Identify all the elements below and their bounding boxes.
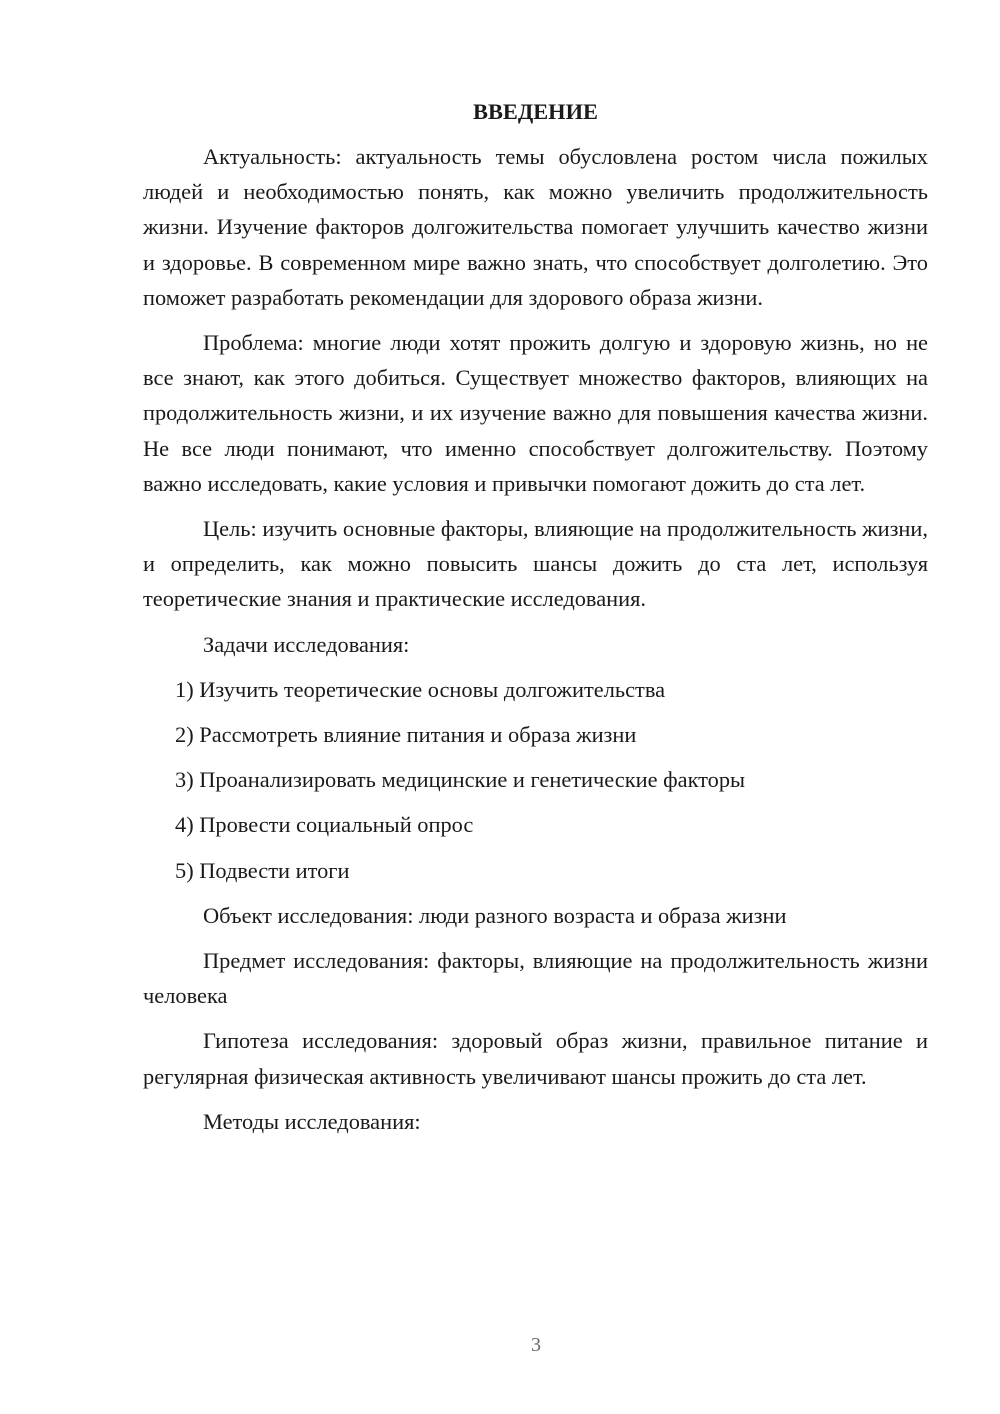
section-title: ВВЕДЕНИЕ: [473, 99, 598, 124]
methods-heading: Методы исследования:: [203, 1108, 421, 1134]
document-page: [143, 96, 928, 1149]
problem-paragraph: Проблема: многие люди хотят прожить долгую и здоровую жизнь, но не все знают, как этого добиться. Существует множество факторов, влияющих на продолжительность жизни, и их изучение важно для повышения качества жизни. Не все люди понимают, что именно способствует долгожительству. Поэтому важно исследовать, какие условия и привычки помогают дожить до ста лет.: [143, 330, 928, 496]
object-paragraph: Объект исследования: люди разного возраста и образа жизни: [203, 902, 787, 928]
list-item: 1) Изучить теоретические основы долгожительства: [175, 676, 666, 702]
list-item: 5) Подвести итоги: [175, 857, 350, 883]
relevance-paragraph: Актуальность: актуальность темы обусловлена ростом числа пожилых людей и необходимостью понять, как можно увеличить продолжительность жизни. Изучение факторов долгожительства помогает улучшить качество жизни и здоровье. В современном мире важно знать, что способствует долголетию. Это поможет разработать рекомендации для здорового образа жизни.: [143, 144, 928, 310]
page-number: 3: [531, 1334, 541, 1356]
list-item: 3) Проанализировать медицинские и генетические факторы: [175, 767, 746, 793]
goal-paragraph: Цель: изучить основные факторы, влияющие на продолжительность жизни, и определить, как можно повысить шансы дожить до ста лет, используя теоретические знания и практические исследования.: [143, 516, 928, 612]
tasks-list: [143, 672, 928, 888]
list-item: 2) Рассмотреть влияние питания и образа жизни: [175, 722, 637, 748]
subject-paragraph: Предмет исследования: факторы, влияющие на продолжительность жизни человека: [143, 948, 928, 1009]
hypothesis-paragraph: Гипотеза исследования: здоровый образ жизни, правильное питание и регулярная физическая активность увеличивают шансы прожить до ста лет.: [143, 1028, 928, 1089]
list-item: 4) Провести социальный опрос: [175, 812, 474, 838]
tasks-heading: Задачи исследования:: [203, 631, 410, 657]
